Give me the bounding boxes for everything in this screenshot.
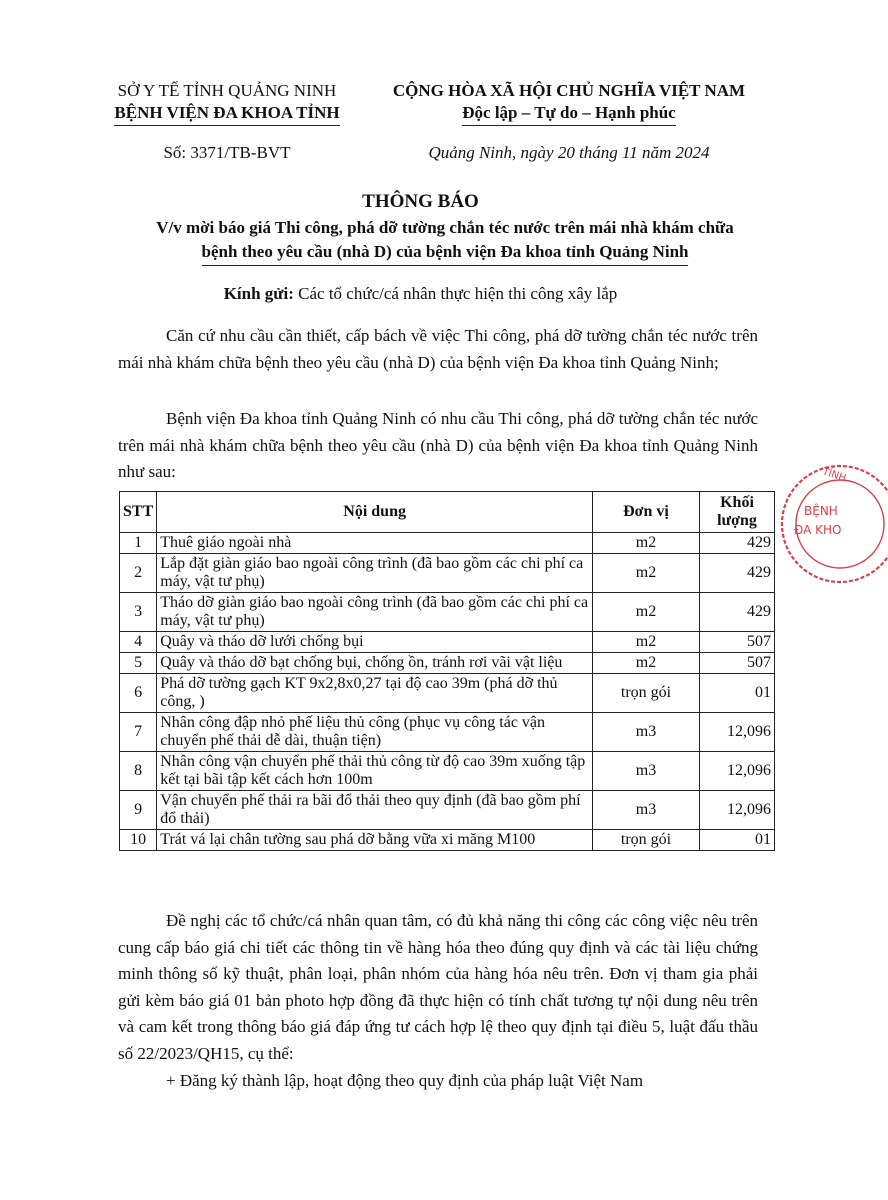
row-content: Phá dỡ tường gạch KT 9x2,8x0,27 tại độ cao 39m (phá dỡ thủ công, ) [157,674,593,713]
row-qty: 429 [700,554,775,593]
seal-text-middle: BỆNH [804,504,838,518]
row-stt: 1 [120,533,157,554]
recipient-label: Kính gửi: [223,284,294,303]
table-row [120,674,775,713]
header-agency-block [92,80,362,164]
row-qty: 507 [700,632,775,653]
recipient-text: Các tổ chức/cá nhân thực hiện thi công xây lắp [293,284,618,303]
header-national-block [368,80,770,164]
document-subject [115,216,775,266]
recipient-line [0,284,841,304]
document-date: Quảng Ninh, ngày 20 tháng 11 năm 2024 [428,143,710,162]
header-content: Nội dung [157,492,593,533]
row-qty: 01 [700,830,775,851]
table-row [120,533,775,554]
table-row [120,632,775,653]
row-qty: 429 [700,593,775,632]
row-unit: trọn gói [593,830,700,851]
seal-text-bottom: ĐA KHO [794,523,842,537]
table-row [120,713,775,752]
row-content: Tháo dỡ giàn giáo bao ngoài công trình (đã bao gồm các chi phí ca máy, vật tư phụ) [157,593,593,632]
header-qty: Khối lượng [700,492,775,533]
row-stt: 5 [120,653,157,674]
row-content: Vận chuyển phế thải ra bãi đổ thải theo quy định (đã bao gồm phí đổ thải) [157,791,593,830]
row-unit: m3 [593,791,700,830]
row-content: Trát vá lại chân tường sau phá dỡ bằng vữa xi măng M100 [157,830,593,851]
paragraph-request: Đề nghị các tổ chức/cá nhân quan tâm, có đủ khả năng thi công các công việc nêu trên cung cấp báo giá chi tiết các thông tin về hàng hóa theo đúng quy định và các tài liệu chứng minh thông số kỹ thuật, phân loại, phân nhóm của hàng hóa nêu trên. Đơn vị tham gia phải gửi kèm báo giá 01 bản photo hợp đồng đã thực hiện có tính chất tương tự nội dung nêu trên và cam kết trong thông báo giá đáp ứng tư cách hợp lệ theo quy định tại điều 5, luật đấu thầu số 22/2023/QH15, cụ thể: [118,911,758,1063]
document-title: THÔNG BÁO [362,191,479,212]
row-unit: m3 [593,713,700,752]
table-row [120,554,775,593]
row-qty: 429 [700,533,775,554]
table-header-row [120,492,775,533]
row-unit: m2 [593,533,700,554]
row-stt: 9 [120,791,157,830]
subject-line-2: bệnh theo yêu cầu (nhà D) của bệnh viện Đa khoa tỉnh Quảng Ninh [202,240,689,266]
table-row [120,791,775,830]
row-unit: m2 [593,593,700,632]
row-unit: m2 [593,554,700,593]
row-stt: 4 [120,632,157,653]
row-qty: 507 [700,653,775,674]
seal-text-top: TỈNH [821,466,848,485]
row-content: Nhân công đập nhỏ phế liệu thủ công (phục vụ công tác vận chuyển phế thải dễ dài, thuận tiện) [157,713,593,752]
paragraph-basis: Căn cứ nhu cầu cần thiết, cấp bách về việc Thi công, phá dỡ tường chắn téc nước trên mái nhà khám chữa bệnh theo yêu cầu (nhà D) của bệnh viện Đa khoa tỉnh Quảng Ninh; [118,326,758,372]
paragraph-condition: + Đăng ký thành lập, hoạt động theo quy định của pháp luật Việt Nam [166,1071,644,1090]
row-content: Nhân công vận chuyển phế thải thủ công từ độ cao 39m xuống tập kết tại bãi tập kết cách hơn 100m [157,752,593,791]
agency-name: SỞ Y TẾ TỈNH QUẢNG NINH [117,81,337,100]
row-stt: 8 [120,752,157,791]
row-stt: 7 [120,713,157,752]
header-unit: Đơn vị [593,492,700,533]
table-row [120,593,775,632]
row-qty: 12,096 [700,791,775,830]
row-content: Quây và tháo dỡ bạt chống bụi, chống ồn, tránh rơi vãi vật liệu [157,653,593,674]
row-qty: 01 [700,674,775,713]
header-stt: STT [120,492,157,533]
republic-title: CỘNG HÒA XÃ HỘI CHỦ NGHĨA VIỆT NAM [392,81,746,100]
row-stt: 2 [120,554,157,593]
row-unit: m2 [593,632,700,653]
national-motto: Độc lập – Tự do – Hạnh phúc [462,102,675,126]
subject-line-1: V/v mời báo giá Thi công, phá dỡ tường chắn téc nước trên mái nhà khám chữa [156,218,734,237]
table-row [120,752,775,791]
row-content: Lắp đặt giàn giáo bao ngoài công trình (đã bao gồm các chi phí ca máy, vật tư phụ) [157,554,593,593]
row-content: Quây và tháo dỡ lưới chống bụi [157,632,593,653]
row-unit: m3 [593,752,700,791]
row-content: Thuê giáo ngoài nhà [157,533,593,554]
hospital-name: BỆNH VIỆN ĐA KHOA TỈNH [114,102,339,126]
document-number: Số: 3371/TB-BVT [163,143,291,162]
row-unit: m2 [593,653,700,674]
table-row [120,830,775,851]
hospital-seal [778,454,888,594]
table-row [120,653,775,674]
row-unit: trọn gói [593,674,700,713]
row-stt: 3 [120,593,157,632]
row-stt: 6 [120,674,157,713]
row-stt: 10 [120,830,157,851]
row-qty: 12,096 [700,713,775,752]
work-items-table [119,491,775,851]
paragraph-need: Bệnh viện Đa khoa tỉnh Quảng Ninh có nhu cầu Thi công, phá dỡ tường chắn téc nước trên mái nhà khám chữa bệnh theo yêu cầu (nhà D) của bệnh viện Đa khoa tỉnh Quảng Ninh như sau: [118,409,758,481]
row-qty: 12,096 [700,752,775,791]
